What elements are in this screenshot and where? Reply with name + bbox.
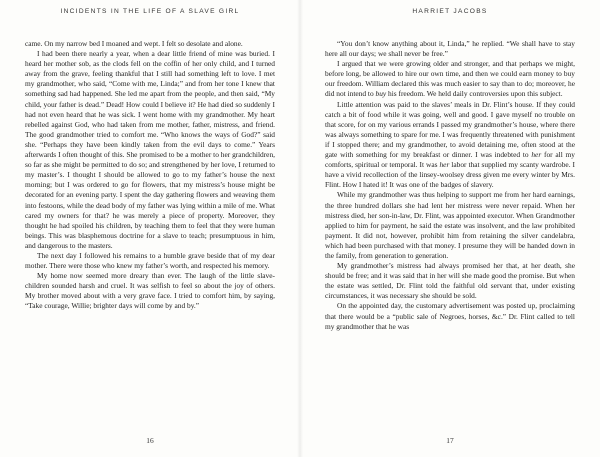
right-paragraph-3	[325, 100, 575, 191]
emphasis: her	[531, 150, 542, 160]
left-running-head: INCIDENTS IN THE LIFE OF A SLAVE GIRL	[60, 8, 240, 15]
text-run: for all my comforts, spiritual or temporal. It was	[325, 150, 576, 170]
text-run: labor that supplied my scanty wardrobe. I have a vivid recollection of the linsey-woolsey dress given me every winter by Mrs. Flint. How I hated it! It was one of the badges of slavery.	[325, 160, 575, 190]
left-paragraph-2: I had been there nearly a year, when a dear little friend of mine was buried. I heard her mother sob, as the clods fell on the coffin of her only child, and I turned away from the grave, feeling thankful that I still had something left to love. I met my grandmother, who said, “Come with me, Linda;” and from her tone I knew that something sad had happened. She led me apart from the people, and then said, “My child, your father is dead.” Dead! How could I believe it? He had died so suddenly I had not even heard that he was sick. I went home with my grandmother. My heart rebelled against God, who had taken from me mother, father, mistress, and friend. The good grandmother tried to comfort me. “Who knows the ways of God?” said she. “Perhaps they have been kindly taken from the evil days to come.” Years afterwards I often thought of this. She promised to be a mother to her grandchildren, so far as she might be permitted to do so; and strengthened by her love, I returned to my master’s. I thought I should be allowed to go to my father’s house the next morning; but I was ordered to go for flowers, that my mistress’s house might be decorated for an evening party. I spent the day gathering flowers and weaving them into festoons, while the dead body of my father was lying within a mile of me. What cared my owners for that? he was merely a piece of property. Moreover, they thought he had spoiled his children, by teaching them to feel that they were human beings. This was blasphemous doctrine for a slave to teach; presumptuous in him, and dangerous to the masters.	[25, 49, 275, 250]
text-run: Little attention was paid to the slaves’ meals in Dr. Flint’s house. If they could catch a bit of food while it was going, well and good. I gave myself no trouble on that score, for on my various errands I passed my grandmother’s house, where there was always something to spare for me. I was frequently threatened with punishment if I stopped there; and my grandmother, to avoid detaining me, often stood at the gate with something for my breakfast or dinner. I was indebted to	[325, 99, 575, 160]
right-page-number: 17	[446, 436, 454, 445]
text-run: I argued that we were growing older and stronger, and that perhaps we might, before long, be allowed to hire our own time, and then we could earn money to buy our freedom. William declared this was much easier to say than to do; moreover, he did not intend to	[325, 59, 575, 99]
left-page-number: 16	[146, 436, 154, 445]
left-body-text	[25, 39, 275, 312]
left-paragraph-4: My home now seemed more dreary than ever. The laugh of the little slave-children sounded harsh and cruel. It was selfish to feel so about the joy of others. My brother moved about with a very grave face. I tried to comfort him, by saying, “Take courage, Willie; brighter days will come by and by.”	[25, 271, 275, 311]
right-paragraph-4: While my grandmother was thus helping to support me from her hard earnings, the three hundred dollars she had lent her mistress were never repaid. When her mistress died, her son-in-law, Dr. Flint, was appointed executor. When Grandmother applied to him for payment, he said the estate was insolvent, and the law prohibited payment. It did not, however, prohibit him from retaining the silver candelabra, which had been purchased with that money. I presume they will be handed down in the family, from generation to generation.	[325, 190, 575, 260]
right-paragraph-1: “You don’t know anything about it, Linda,” he replied. “We shall have to stay here all our days; we shall never be free.”	[325, 39, 575, 59]
emphasis: her	[439, 160, 450, 170]
right-page	[300, 0, 600, 457]
right-paragraph-2	[325, 59, 575, 99]
right-running-head: HARRIET JACOBS	[412, 8, 488, 15]
text-run: his freedom. We held daily controversies upon this subject.	[386, 89, 563, 99]
left-paragraph-3: The next day I followed his remains to a humble grave beside that of my dear mother. There were those who knew my father’s worth, and respected his memory.	[25, 250, 275, 271]
emphasis: buy	[375, 89, 387, 99]
right-body-text	[325, 39, 575, 332]
left-paragraph-1: came. On my narrow bed I moaned and wept. I felt so desolate and alone.	[25, 39, 243, 48]
right-paragraph-6: On the appointed day, the customary advertisement was posted up, proclaiming that there would be a “public sale of Negroes, horses, &c.” Dr. Flint called to tell my grandmother that he was	[325, 301, 575, 331]
right-paragraph-5: My grandmother’s mistress had always promised her that, at her death, she should be free; and it was said that in her will she made good the promise. But when the estate was settled, Dr. Flint told the faithful old servant that, under existing circumstances, it was necessary she should be sold.	[325, 261, 575, 301]
